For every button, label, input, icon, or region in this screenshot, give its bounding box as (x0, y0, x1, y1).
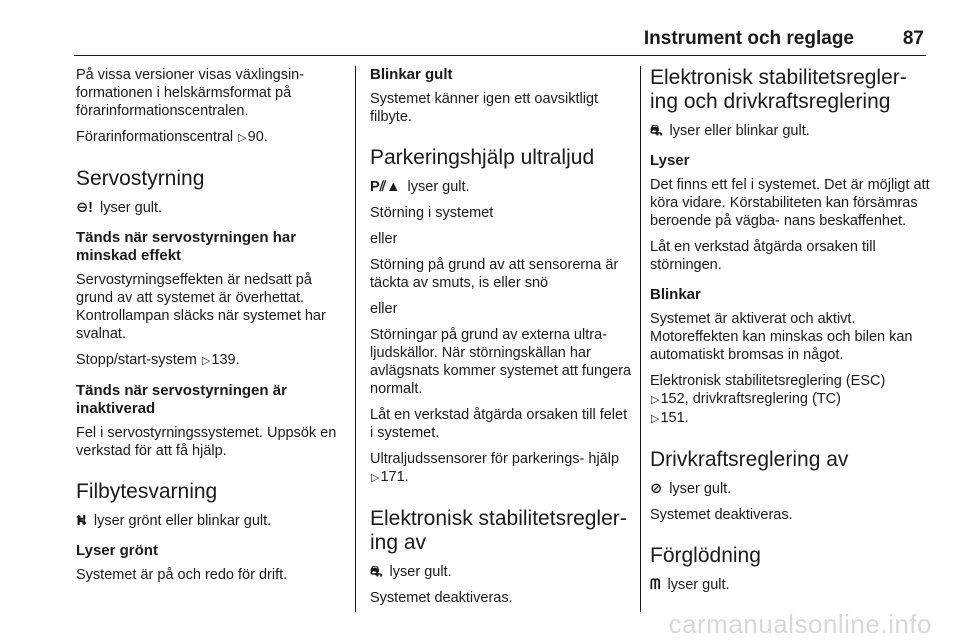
esc-off-icon: ⛐ (370, 564, 383, 580)
heading-forglodning: Förglödning (650, 544, 761, 567)
paragraph-flash: Systemet är aktiverat och aktivt. Motoreffekten kan minskas och bilen kan automatiskt bromsas in något. (650, 311, 913, 363)
paragraph-reduced-effect: Servostyrningseffekten är nedsatt på grund av att systemet är överhettat. Kontrollampan släcks när systemet har svalnat. (76, 272, 326, 342)
column-2 (370, 66, 634, 610)
reference-arrow-icon: ▷ (651, 413, 660, 425)
reference-arrow-icon: ▷ (371, 472, 380, 484)
column-1 (76, 66, 344, 610)
paragraph-or: eller (370, 231, 398, 247)
heading-lyser-gront: Lyser grönt (76, 542, 158, 559)
header-rule (74, 55, 926, 56)
tc-off-indicator-line: ⊘ lyser gult. (650, 481, 732, 497)
heading-reduced-effect: Tänds när servostyrningen har minskad effekt (76, 229, 297, 264)
paragraph-green: Systemet är på och redo för drift. (76, 567, 288, 583)
paragraph-deactivated: Systemet deaktiveras. (370, 590, 513, 606)
heading-blinkar-gult: Blinkar gult (370, 66, 453, 83)
paragraph-gear-info: På vissa versioner visas växlingsin- formationen i helskärmsformat på förarinformationscentralen. (76, 67, 305, 119)
column-3 (650, 66, 930, 610)
paragraph-tc-deactivated: Systemet deaktiveras. (650, 507, 793, 523)
paragraph-fault: Störning i systemet (370, 205, 494, 221)
paragraph-lit: Det finns ett fel i systemet. Det är möjligt att köra vidare. Körstabiliteten kan försämras beroende på vägba- nans beskaffenhet. (650, 177, 930, 229)
heading-tc-off: Drivkraftsreglering av (650, 448, 849, 471)
esc-off-indicator-line: ⛐ lyser gult. (370, 564, 452, 580)
page-ref-link[interactable]: 171. (380, 469, 409, 485)
page-ref-link[interactable]: 151. (660, 410, 689, 426)
page-title: Instrument och reglage (643, 28, 854, 49)
heading-esc-off: Elektronisk stabilitetsregler- ing av (370, 507, 627, 554)
paragraph-external: Störningar på grund av externa ultra- ljudskällor. När störningskällan har avlägsnats kommer systemet att fungera normalt. (370, 327, 632, 397)
servo-indicator-line: ⊖! lyser gult. (76, 200, 163, 216)
column-divider-2 (640, 66, 641, 612)
heading-lyser: Lyser (650, 152, 690, 169)
paragraph-inactive: Fel i servostyrningssystemet. Uppsök en verkstad för att få hjälp. (76, 425, 337, 459)
paragraph-workshop: Låt en verkstad åtgärda orsaken till felet i systemet. (370, 407, 628, 441)
paragraph-blink: Systemet känner igen ett oavsiktligt filbyte. (370, 91, 599, 125)
page-ref-link[interactable]: 152, drivkraftsreglering (TC) (660, 391, 841, 407)
reference-arrow-icon: ▷ (238, 132, 247, 144)
heading-filbytesvarning: Filbytesvarning (76, 480, 218, 503)
power-steering-warning-icon: ⊖! (76, 200, 93, 216)
paragraph-stopstart-ref: Stopp/start-system ▷139. (76, 352, 240, 368)
paragraph-sensors-ref: Ultraljudssensorer för parkerings- hjälp ▷171. (370, 451, 620, 485)
esc-traction-icon: ⛐ (650, 123, 663, 139)
glow-indicator-line: ᗰ lyser gult. (650, 577, 730, 593)
watermark: carmanualsonline.info (668, 609, 932, 639)
heading-esc-traction: Elektronisk stabilitetsregler- ing och drivkraftsreglering (650, 66, 907, 113)
heading-servostyrning: Servostyrning (76, 167, 205, 190)
paragraph-lit-2: Låt en verkstad åtgärda orsaken till störningen. (650, 239, 876, 273)
traction-control-off-icon: ⊘ (650, 481, 663, 497)
page-header (74, 26, 926, 56)
heading-inactive: Tänds när servostyrningen är inaktiverad (76, 382, 287, 417)
paragraph-dic-ref: Förarinformationscentral ▷90. (76, 129, 268, 145)
esc-indicator-line: ⛐ lyser eller blinkar gult. (650, 123, 810, 139)
reference-arrow-icon: ▷ (201, 355, 211, 367)
lane-change-warning-icon: ⛕ (76, 513, 87, 529)
heading-blinkar: Blinkar (650, 286, 701, 303)
park-indicator-line: P⫽▲ lyser gult. (370, 179, 470, 195)
paragraph-dirt: Störning på grund av att sensorerna är täckta av smuts, is eller snö (370, 257, 619, 291)
page-number: 87 (902, 28, 924, 49)
lane-indicator-line: ⛕ lyser grönt eller blinkar gult. (76, 513, 272, 529)
column-divider-1 (355, 66, 356, 612)
glow-plug-icon: ᗰ (650, 577, 661, 593)
page-ref-link[interactable]: 139. (211, 352, 240, 368)
page-ref-link[interactable]: 90. (247, 129, 268, 145)
paragraph-esc-ref: Elektronisk stabilitetsreglering (ESC) ▷152, drivkraftsreglering (TC) ▷151. (650, 373, 886, 426)
heading-parkeringshjalp: Parkeringshjälp ultraljud (370, 146, 595, 169)
reference-arrow-icon: ▷ (651, 394, 660, 406)
parking-assist-icon: P⫽▲ (370, 179, 401, 195)
paragraph-or: eller (370, 301, 398, 317)
